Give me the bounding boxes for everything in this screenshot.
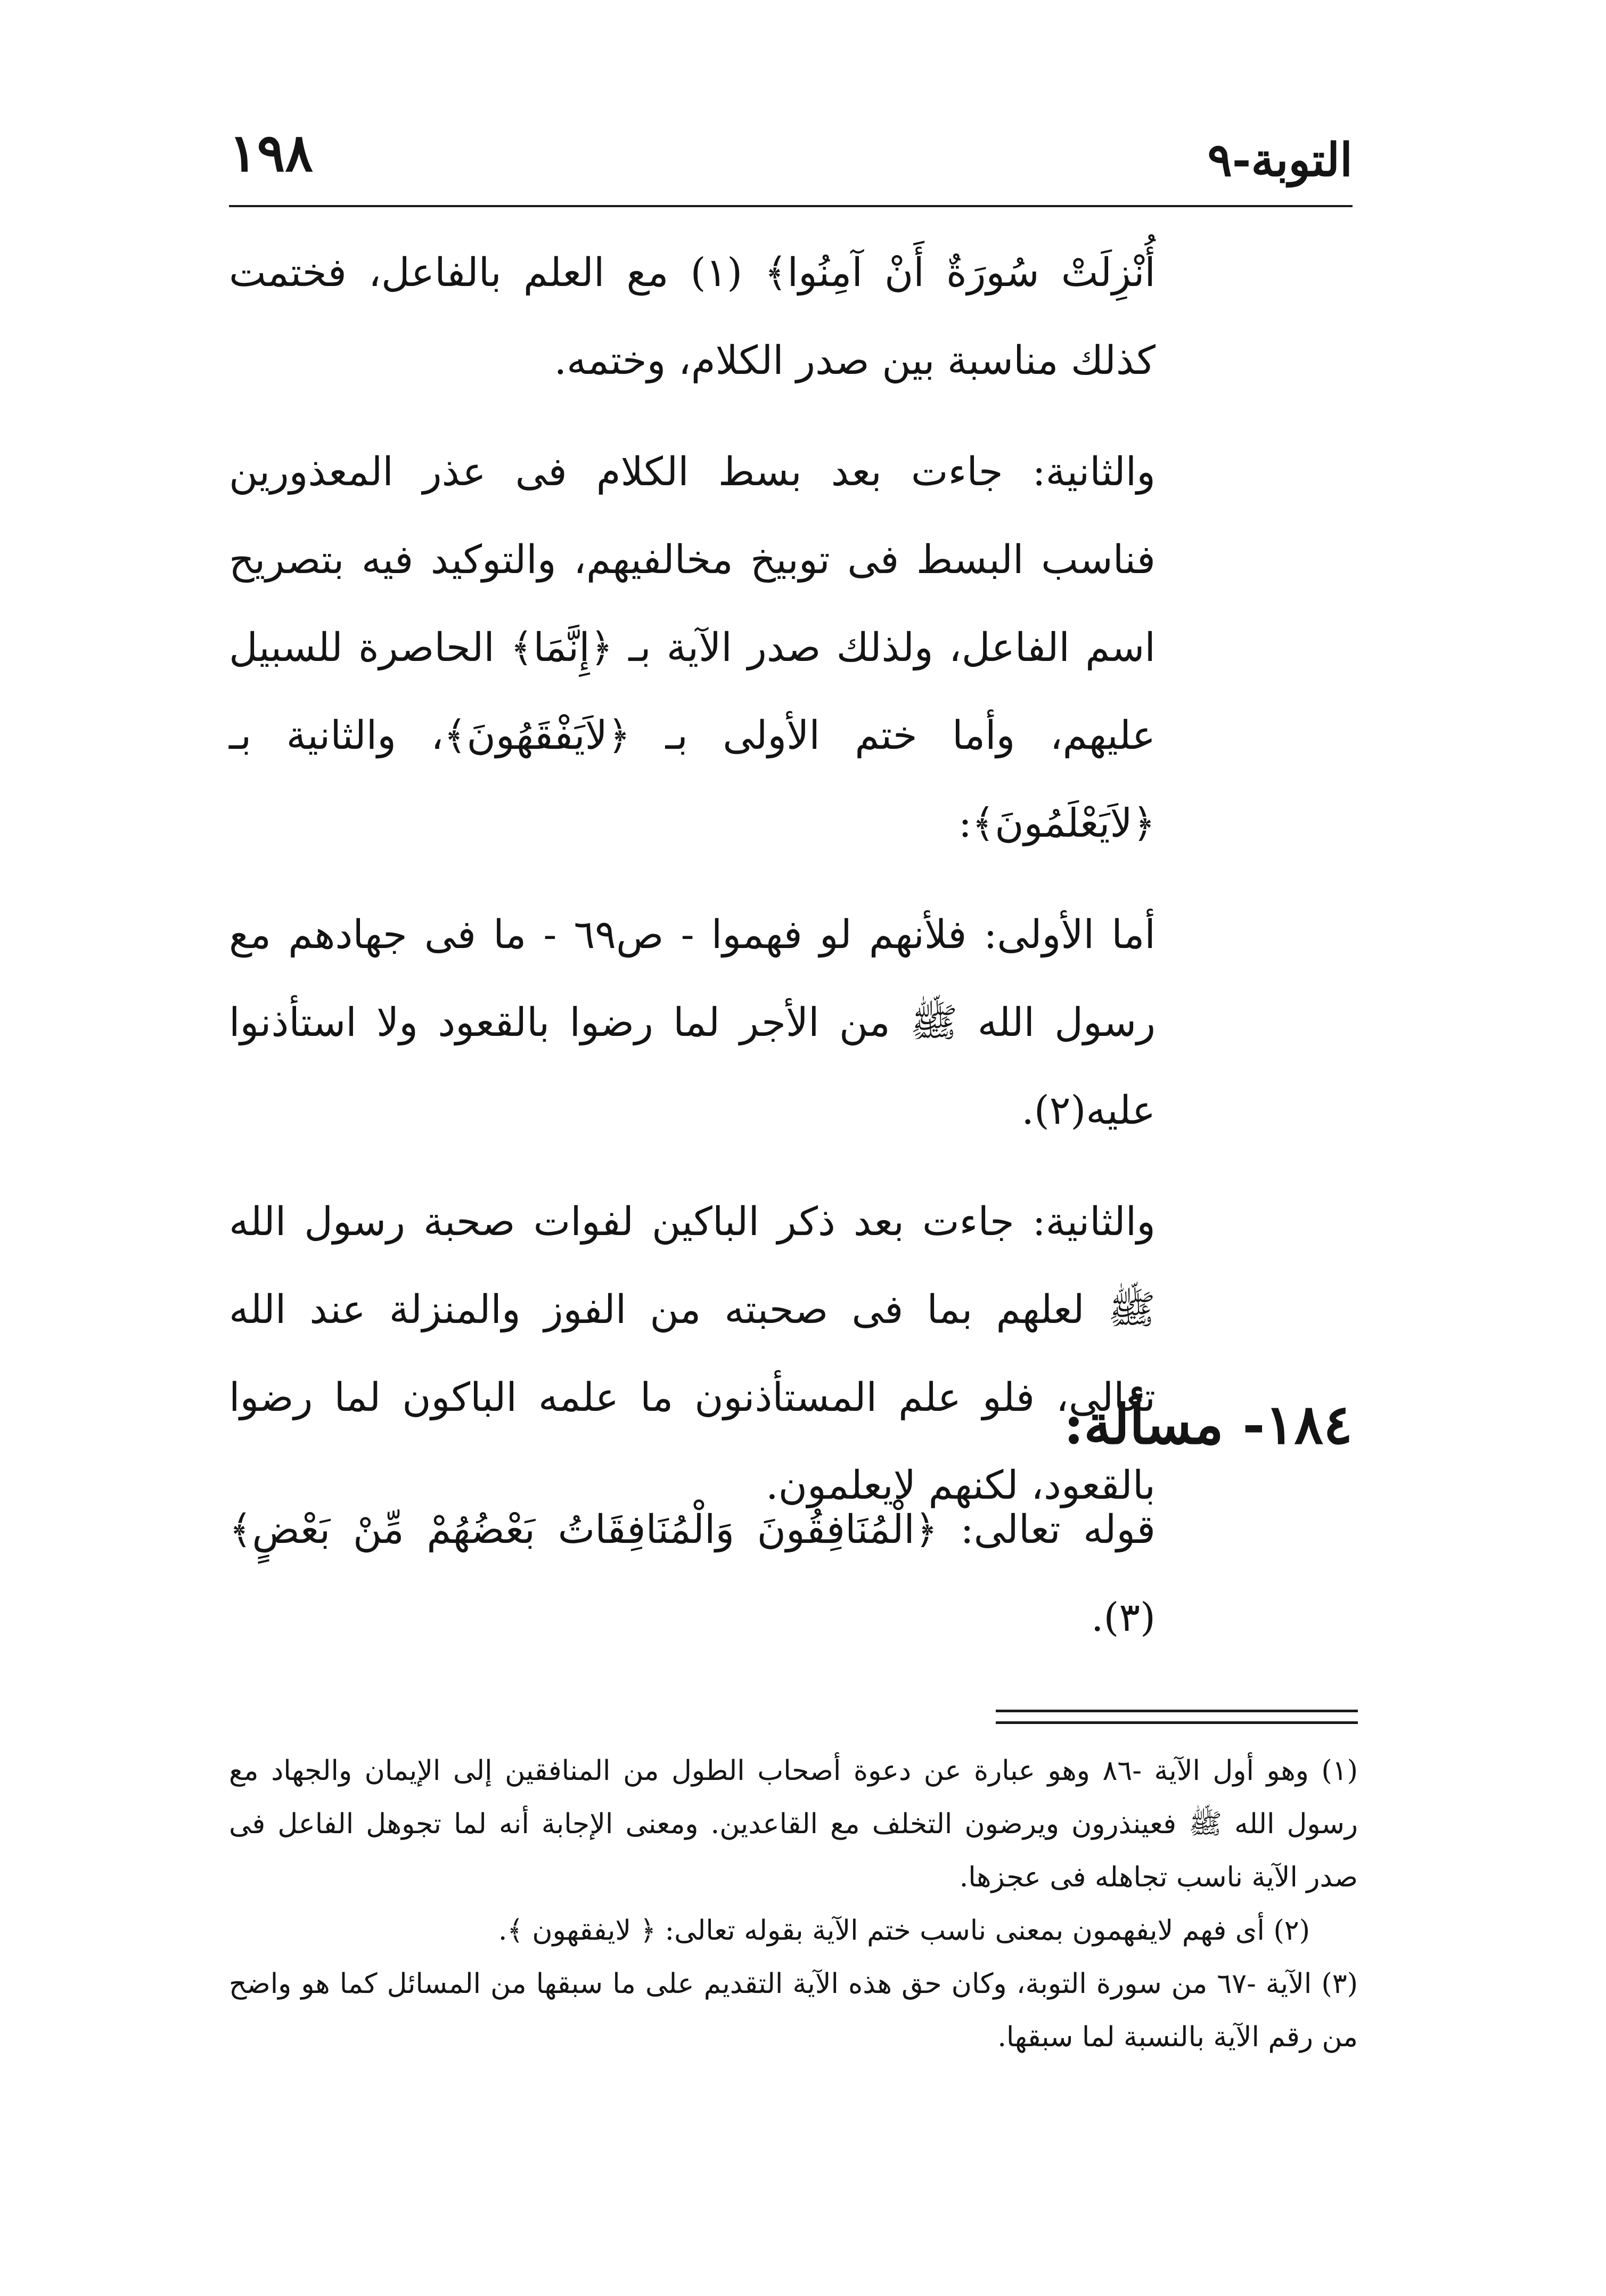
footnote-1: (١) وهو أول الآية -٨٦ وهو عبارة عن دعوة أصحاب الطول من المنافقين إلى الإيمان والجهاد مع رسول الله ﷺ فعينذرون ويرضون التخلف مع القاعدين. ومعنى الإجابة أنه لما تجوهل الفاعل فى صدر الآية ناسب تجاهله فى عجزها. — [229, 1755, 1358, 1893]
paragraph-2: والثانية: جاءت بعد بسط الكلام فى عذر المعذورين فناسب البسط فى توبيخ مخالفيهم، والتوكيد فيه بتصريح اسم الفاعل، ولذلك صدر الآية بـ ﴿إِنَّمَا﴾ الحاصرة للسبيل عليهم، وأما ختم الأولى بـ ﴿لاَيَفْقَهُونَ﴾، والثانية بـ ﴿لاَيَعْلَمُونَ﴾: — [229, 449, 1156, 846]
section-text — [229, 1486, 1156, 1662]
page-number: ١٩٨ — [229, 122, 313, 184]
main-text — [229, 229, 1156, 1553]
footnote-2: (٢) أى فهم لايفهمون بمعنى ناسب ختم الآية بقوله تعالى: ﴿ لايفقهون ﴾. — [498, 1915, 1310, 1947]
footnote-rule-top — [996, 1710, 1358, 1712]
section-paragraph: قوله تعالى: ﴿الْمُنَافِقُونَ وَالْمُنَافِقَاتُ بَعْضُهُمْ مِّنْ بَعْضٍ﴾(٣). — [229, 1507, 1156, 1640]
section-heading: ١٨٤- مسألة: — [1063, 1393, 1353, 1457]
paragraph-4: والثانية: جاءت بعد ذكر الباكين لفوات صحبة رسول الله ﷺ لعلهم بما فى صحبته من الفوز والمنزلة عند الله تعالى، فلو علم المستأذنون ما علمه الباكون لما رضوا بالقعود، لكنهم لايعلمون. — [229, 1199, 1156, 1508]
paragraph-3: أما الأولى: فلأنهم لو فهموا - ص٦٩ - ما فى جهادهم مع رسول الله ﷺ من الأجر لما رضوا بالقعود ولا استأذنوا عليه(٢). — [229, 912, 1156, 1133]
paragraph-1: أُنْزِلَتْ سُورَةٌ أَنْ آمِنُوا﴾ (١) مع العلم بالفاعل، فختمت كذلك مناسبة بين صدر الكلام، وختمه. — [229, 250, 1156, 383]
page-header — [229, 122, 1353, 197]
running-title: التوبة-٩ — [1207, 133, 1353, 187]
footnote-rule-bottom — [996, 1721, 1358, 1724]
footnote-3: (٣) الآية -٦٧ من سورة التوبة، وكان حق هذه الآية التقديم على ما سبقها من المسائل كما هو واضح من رقم الآية بالنسبة لما سبقها. — [229, 1968, 1358, 2053]
header-rule — [229, 205, 1353, 207]
footnotes — [229, 1744, 1358, 2064]
